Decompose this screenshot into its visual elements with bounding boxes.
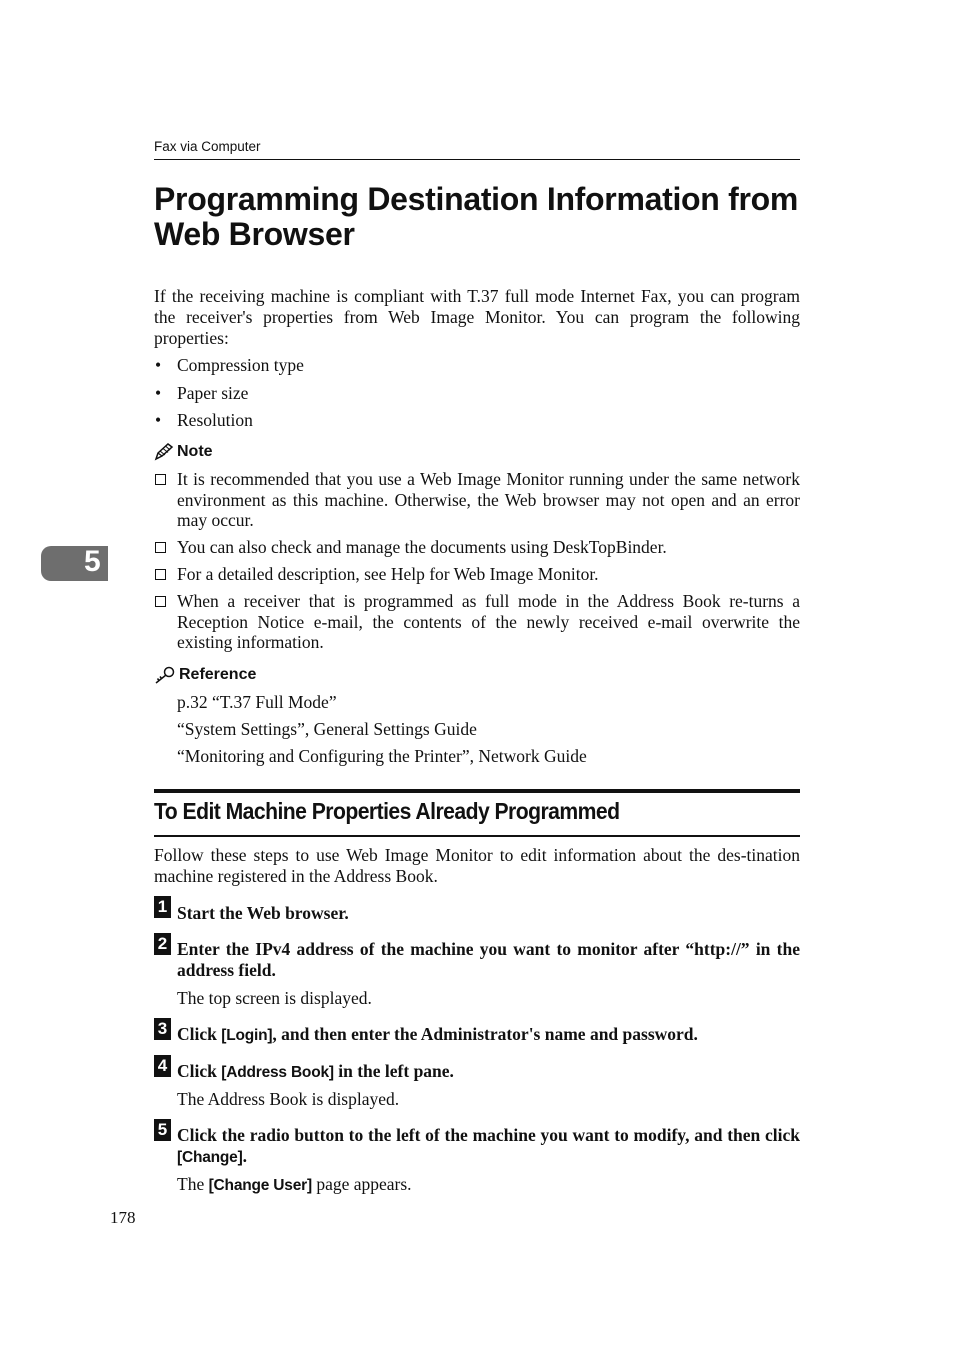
list-item: When a receiver that is programmed as full mode in the Address Book re-turns a Reception Notice e-mail, the contents of the newly received e-mail overwrite the existing information. xyxy=(154,591,800,653)
reference-list xyxy=(177,692,587,773)
step-result: The Address Book is displayed. xyxy=(177,1089,400,1109)
address-book-button-label: [Address Book] xyxy=(221,1064,334,1081)
list-item: • Paper size xyxy=(155,382,249,403)
section-title: To Edit Machine Properties Already Programmed xyxy=(154,798,620,824)
page-number: 178 xyxy=(110,1208,136,1227)
step-instruction: Start the Web browser. xyxy=(177,903,349,923)
list-item: You can also check and manage the documents using DeskTopBinder. xyxy=(154,537,800,558)
list-item: • Compression type xyxy=(155,355,304,375)
step-result: The [Change User] page appears. xyxy=(177,1174,412,1194)
chapter-number: 5 xyxy=(84,545,101,578)
section-divider-bottom xyxy=(154,835,800,837)
checkbox-bullet-icon xyxy=(155,596,166,607)
checkbox-bullet-icon xyxy=(155,474,166,485)
bullet-icon: • xyxy=(155,410,162,430)
step-result: The top screen is displayed. xyxy=(177,988,372,1008)
list-item: For a detailed description, see Help for Web Image Monitor. xyxy=(154,564,800,585)
note-heading: Note xyxy=(154,443,213,461)
running-header: Fax via Computer xyxy=(154,139,261,154)
login-button-label: [Login] xyxy=(221,1027,273,1044)
property-list xyxy=(154,354,794,437)
key-icon xyxy=(154,666,176,684)
step-number-icon: 3 xyxy=(154,1018,171,1040)
section-divider-top xyxy=(154,789,800,793)
header-divider xyxy=(154,159,800,160)
change-button-label: [Change] xyxy=(177,1149,243,1166)
step-instruction: Click [Login], and then enter the Administrator's name and password. xyxy=(177,1024,698,1044)
pencil-icon xyxy=(154,443,174,461)
reference-heading: Reference xyxy=(154,666,256,684)
step-instruction: Click [Address Book] in the left pane. xyxy=(177,1061,454,1081)
page-title: Programming Destination Information from Web Browser xyxy=(154,181,799,252)
step-number-icon: 4 xyxy=(154,1055,171,1077)
note-list xyxy=(154,469,800,659)
step-instruction: Enter the IPv4 address of the machine you want to monitor after “http://” in the address field. xyxy=(177,939,800,980)
step-number-icon: 1 xyxy=(154,896,171,918)
reference-item: “Monitoring and Configuring the Printer”, Network Guide xyxy=(177,746,587,766)
list-item: • Resolution xyxy=(155,410,253,430)
step-instruction: Click the radio button to the left of the machine you want to modify, and then click [Change]. xyxy=(177,1125,800,1166)
change-user-page-label: [Change User] xyxy=(208,1177,312,1194)
checkbox-bullet-icon xyxy=(155,542,166,553)
reference-link[interactable]: p.32 “T.37 Full Mode” xyxy=(177,692,337,712)
step-number-icon: 5 xyxy=(154,1119,171,1141)
step-number-icon: 2 xyxy=(154,933,171,955)
section-intro: Follow these steps to use Web Image Monitor to edit information about the des-tination machine registered in the Address Book. xyxy=(154,845,800,886)
bullet-icon: • xyxy=(155,355,162,375)
intro-paragraph: If the receiving machine is compliant with T.37 full mode Internet Fax, you can program the receiver's properties from Web Image Monitor. You can program the following properties: xyxy=(154,286,800,348)
bullet-icon: • xyxy=(155,382,162,403)
checkbox-bullet-icon xyxy=(155,569,166,580)
reference-item: “System Settings”, General Settings Guide xyxy=(177,719,477,739)
list-item: It is recommended that you use a Web Image Monitor running under the same network environment as this machine. Otherwise, the Web browser may not open and an error may occur. xyxy=(154,469,800,531)
